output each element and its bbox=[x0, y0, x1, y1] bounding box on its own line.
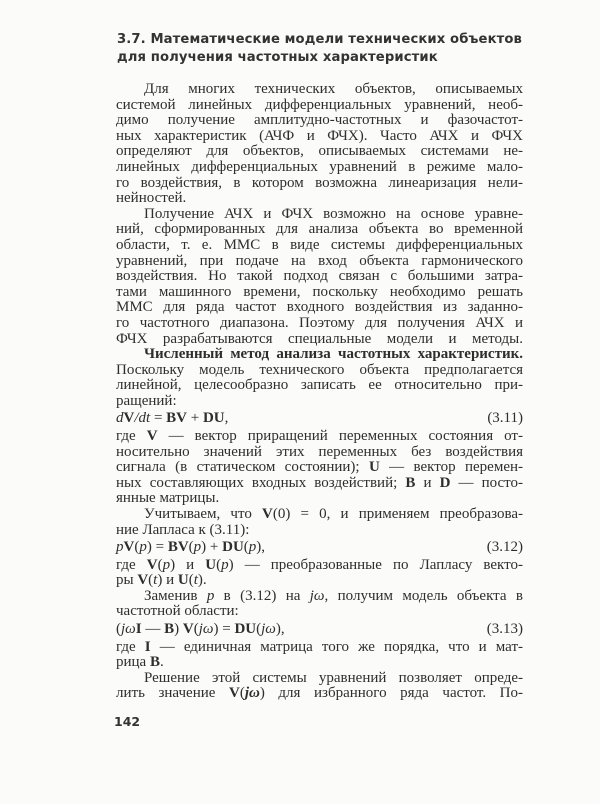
text-run: ( bbox=[116, 621, 121, 637]
text-run: где bbox=[116, 427, 147, 444]
text-line bbox=[116, 491, 523, 507]
text-run: — вектор перемен- bbox=[379, 459, 523, 476]
text-line bbox=[116, 347, 523, 363]
emphasis-text: p bbox=[193, 539, 202, 556]
equation-number: (3.13) bbox=[486, 621, 523, 637]
text-line bbox=[116, 445, 523, 461]
text-line bbox=[116, 82, 523, 98]
emphasis-text: jω bbox=[121, 621, 136, 637]
text-run: , получим модель объекта в bbox=[324, 587, 523, 604]
text-run: в (3.12) на bbox=[214, 587, 310, 604]
emphasis-text: d bbox=[116, 410, 124, 427]
text-line bbox=[116, 238, 523, 254]
text-line bbox=[116, 176, 523, 192]
text-run: — вектор приращений переменных состояния от- bbox=[157, 427, 523, 444]
text-run: рица bbox=[116, 654, 150, 671]
emphasis-text: U bbox=[205, 556, 217, 573]
text-line bbox=[116, 316, 523, 332]
text-run: ) и bbox=[170, 556, 206, 573]
text-line bbox=[116, 523, 523, 539]
text-line bbox=[116, 113, 523, 129]
text-run: ( bbox=[256, 621, 262, 637]
text-run: го воздействия, в котором возможна линеаризация нели- bbox=[116, 174, 523, 191]
text-line bbox=[116, 222, 523, 238]
emphasis-text: DU bbox=[222, 539, 244, 556]
section-heading bbox=[117, 31, 537, 67]
emphasis-text: BV bbox=[167, 539, 189, 556]
text-line bbox=[116, 207, 523, 223]
text-run: ) bbox=[174, 621, 183, 637]
text-run: ). bbox=[197, 572, 207, 589]
emphasis-text: p bbox=[248, 539, 257, 556]
text-line bbox=[116, 98, 523, 114]
text-run: Для многих технических объектов, описываемых bbox=[144, 81, 523, 97]
text-run: ФЧХ разрабатываются специальные модели и методы. bbox=[116, 330, 523, 347]
text-run: ние Лапласа к (3.11): bbox=[116, 521, 250, 538]
emphasis-text: p bbox=[206, 587, 215, 604]
text-line bbox=[116, 285, 523, 301]
text-run: ( bbox=[134, 539, 140, 556]
text-run: ращений: bbox=[116, 392, 177, 409]
text-run: определяют для объектов, описываемых системами не- bbox=[116, 143, 523, 160]
equation-number: (3.11) bbox=[487, 410, 523, 427]
text-run: тами машинного времени, поскольку необходимо решать bbox=[116, 283, 523, 300]
equation bbox=[116, 409, 523, 429]
equation-expression bbox=[116, 409, 523, 429]
text-run: уравнений, при подаче на вход объекта гармонического bbox=[116, 252, 523, 269]
text-run: ( bbox=[243, 539, 249, 556]
text-line bbox=[116, 160, 523, 176]
emphasis-text: D bbox=[439, 474, 451, 491]
emphasis-text: V bbox=[137, 572, 149, 589]
text-run: ( bbox=[188, 539, 194, 556]
text-line bbox=[116, 604, 523, 620]
text-run: ний, сформированных для анализа объекта во временной bbox=[116, 221, 523, 238]
text-line bbox=[116, 300, 523, 316]
emphasis-text: t bbox=[193, 572, 198, 589]
text-run: — посто- bbox=[450, 474, 523, 491]
text-run: + bbox=[187, 410, 203, 427]
text-line bbox=[116, 460, 523, 476]
text-run: ), bbox=[275, 621, 285, 637]
text-run: нейностей. bbox=[116, 190, 187, 207]
emphasis-text: V bbox=[146, 427, 158, 444]
emphasis-text: p bbox=[221, 556, 229, 573]
text-run: частотной области: bbox=[116, 603, 239, 620]
text-line bbox=[116, 655, 523, 671]
section-heading-line-2: для получения частотных характеристик bbox=[117, 50, 438, 65]
text-run: — единичная матрица того же порядка, что и мат- bbox=[150, 638, 523, 655]
emphasis-text: B bbox=[405, 474, 416, 491]
emphasis-text: jω bbox=[261, 621, 276, 637]
text-run: Решение этой системы уравнений позволяет опреде- bbox=[144, 669, 523, 686]
text-run: ных характеристик (АЧФ и ФЧХ). Часто АЧХ и ФЧХ bbox=[116, 127, 523, 144]
text-run: области, т. е. ММС в виде системы дифференциальных bbox=[116, 236, 523, 253]
text-run: ) + bbox=[201, 539, 223, 556]
text-line bbox=[116, 394, 523, 410]
emphasis-text: V bbox=[182, 621, 194, 637]
text-run: где bbox=[116, 638, 145, 655]
body-text bbox=[116, 82, 523, 702]
emphasis-text: I bbox=[144, 638, 151, 655]
text-run: го частотного диапазона. Поэтому для получения АЧХ и bbox=[116, 314, 523, 331]
emphasis-text: jω bbox=[309, 587, 325, 604]
text-run: Получение АЧХ и ФЧХ возможно на основе уравне- bbox=[144, 205, 523, 222]
text-run: = bbox=[150, 410, 167, 427]
text-run: ( bbox=[193, 621, 199, 637]
text-run: димо получение амплитудно-частотных и фазочастот- bbox=[116, 112, 523, 129]
text-run: системой линейных дифференциальных уравнений, необ- bbox=[116, 96, 523, 113]
emphasis-text: /dt bbox=[134, 410, 151, 427]
emphasis-text: B bbox=[164, 621, 175, 637]
text-run: где bbox=[116, 556, 147, 573]
text-line bbox=[116, 640, 523, 656]
emphasis-text: DU bbox=[234, 621, 257, 637]
text-line bbox=[116, 686, 523, 702]
text-run: линейной, целесообразно записать ее относительно при- bbox=[116, 377, 523, 394]
text-run: и bbox=[415, 474, 440, 491]
equation bbox=[116, 538, 523, 558]
text-line bbox=[116, 573, 523, 589]
text-run: сигнала (в статическом состоянии); bbox=[116, 459, 369, 476]
equation-expression bbox=[116, 538, 523, 558]
text-line bbox=[116, 363, 523, 379]
emphasis-text: V bbox=[146, 556, 158, 573]
emphasis-text: t bbox=[153, 572, 158, 589]
text-line bbox=[116, 429, 523, 445]
text-line bbox=[116, 191, 523, 207]
text-line bbox=[116, 129, 523, 145]
text-run: ( bbox=[216, 556, 222, 573]
text-run: ( bbox=[188, 572, 194, 589]
emphasis-text: p bbox=[162, 556, 171, 573]
text-line bbox=[116, 378, 523, 394]
text-run: — bbox=[141, 621, 165, 637]
emphasis-text: p bbox=[116, 539, 124, 556]
text-run: носительно значений этих переменных без воздействия bbox=[116, 443, 523, 460]
emphasis-text: DU bbox=[202, 410, 225, 427]
text-line bbox=[116, 254, 523, 270]
text-line bbox=[116, 269, 523, 285]
emphasis-text: I bbox=[135, 621, 142, 637]
emphasis-text: V bbox=[262, 505, 273, 522]
text-run: ( bbox=[239, 685, 245, 702]
emphasis-text: Численный метод анализа частотных характеристик. bbox=[144, 346, 523, 363]
text-line bbox=[116, 144, 523, 160]
section-heading-line-1: 3.7. Математические модели технических объектов bbox=[117, 32, 522, 47]
emphasis-text: U bbox=[177, 572, 189, 589]
text-run: (0) = 0, и применяем преобразова- bbox=[272, 505, 524, 522]
text-run: ( bbox=[157, 556, 163, 573]
text-line bbox=[116, 589, 523, 605]
text-run: Заменив bbox=[144, 587, 207, 604]
emphasis-text: p bbox=[139, 539, 147, 556]
emphasis-text: jω bbox=[244, 685, 260, 702]
text-run: . bbox=[159, 654, 164, 671]
equation bbox=[116, 620, 523, 640]
text-line bbox=[116, 507, 523, 523]
text-run: Учитываем, что bbox=[144, 505, 262, 522]
text-run: воздействия. Но такой подход связан с большими затра- bbox=[116, 268, 523, 285]
page-number: 142 bbox=[114, 714, 141, 729]
text-run: ных составляющих входных воздействий; bbox=[116, 474, 406, 491]
emphasis-text: V bbox=[228, 685, 240, 702]
text-line bbox=[116, 476, 523, 492]
emphasis-text: U bbox=[368, 459, 380, 476]
text-run: ) и bbox=[157, 572, 178, 589]
text-run: ) = bbox=[213, 621, 235, 637]
equation-number: (3.12) bbox=[486, 539, 523, 556]
text-run: ) bbox=[259, 685, 265, 702]
emphasis-text: jω bbox=[198, 621, 214, 637]
text-run: ( bbox=[148, 572, 154, 589]
text-run: ры bbox=[116, 572, 138, 589]
emphasis-text: BV bbox=[166, 410, 187, 427]
text-run: Поскольку модель технического объекта предполагается bbox=[116, 361, 523, 378]
equation-expression bbox=[116, 620, 523, 640]
text-line bbox=[116, 671, 523, 687]
emphasis-text: V bbox=[123, 410, 135, 427]
text-run: для избранного ряда частот. По- bbox=[264, 685, 523, 702]
emphasis-text: B bbox=[149, 654, 160, 671]
text-run: лить значение bbox=[116, 685, 229, 702]
text-run: ) — преобразованные по Лапласу векто- bbox=[228, 556, 523, 573]
emphasis-text: V bbox=[123, 539, 135, 556]
text-run: ) = bbox=[146, 539, 168, 556]
text-run: ММС для ряда частот входного воздействия из заданно- bbox=[116, 299, 523, 316]
text-run: янные матрицы. bbox=[116, 490, 220, 507]
text-line bbox=[116, 558, 523, 574]
text-run: , bbox=[224, 410, 229, 427]
text-line bbox=[116, 332, 523, 348]
text-run: ), bbox=[256, 539, 266, 556]
text-run: линейных дифференциальных уравнений в режиме мало- bbox=[116, 158, 523, 175]
